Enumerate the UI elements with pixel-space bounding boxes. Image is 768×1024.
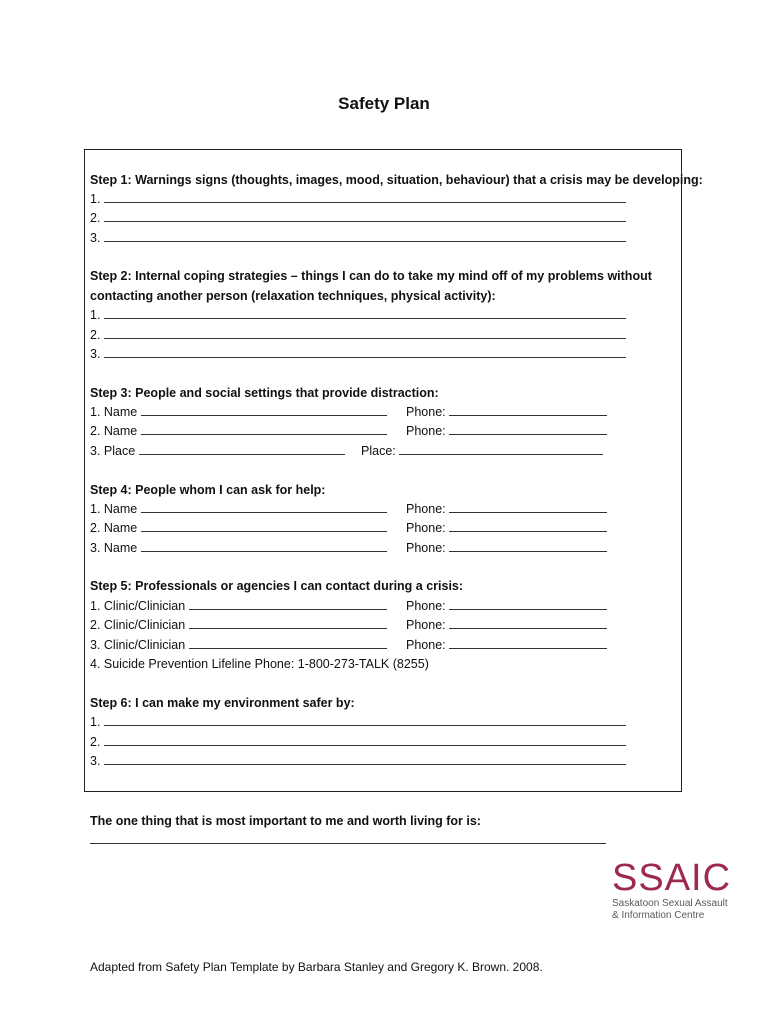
step3-row-2-phone: Phone: <box>406 422 607 441</box>
ssaic-logo-line1: Saskatoon Sexual Assault <box>612 898 728 909</box>
step3-row-1: 1. Name <box>90 403 387 422</box>
step1-field-2[interactable] <box>104 209 626 222</box>
footer-attribution: Adapted from Safety Plan Template by Barbara Stanley and Gregory K. Brown. 2008. <box>90 960 543 974</box>
closing-prompt: The one thing that is most important to me and worth living for is: <box>90 814 481 828</box>
step3-row-3-place: Place: <box>361 442 603 461</box>
step4-row-2: 2. Name <box>90 519 387 538</box>
step4-row-3-phone: Phone: <box>406 539 607 558</box>
page-title: Safety Plan <box>338 94 430 113</box>
step6-item-1: 1. <box>90 713 626 732</box>
step5-phone-field-2[interactable] <box>449 616 607 629</box>
step2-field-1[interactable] <box>104 306 626 319</box>
step5-row-3: 3. Clinic/Clinician <box>90 636 387 655</box>
step1-field-1[interactable] <box>104 190 626 203</box>
step1-field-3[interactable] <box>104 229 626 242</box>
step6-field-2[interactable] <box>104 733 626 746</box>
step3-place-field-2[interactable] <box>399 442 603 455</box>
step5-row-2-phone: Phone: <box>406 616 607 635</box>
step5-phone-field-3[interactable] <box>449 636 607 649</box>
step6-item-2: 2. <box>90 733 626 752</box>
step3-row-3: 3. Place <box>90 442 345 461</box>
step4-phone-field-3[interactable] <box>449 539 607 552</box>
step6-field-1[interactable] <box>104 713 626 726</box>
step4-name-field-3[interactable] <box>141 539 387 552</box>
step5-clinic-field-1[interactable] <box>189 597 387 610</box>
closing-answer-field[interactable] <box>90 831 606 844</box>
step4-name-field-2[interactable] <box>141 519 387 532</box>
step3-heading: Step 3: People and social settings that provide distraction: <box>90 386 439 400</box>
step2-field-2[interactable] <box>104 326 626 339</box>
step3-phone-field-1[interactable] <box>449 403 607 416</box>
ssaic-logo-acronym: SSAIC <box>612 857 732 899</box>
step4-row-1-phone: Phone: <box>406 500 607 519</box>
step4-heading: Step 4: People whom I can ask for help: <box>90 483 326 497</box>
step1-item-1: 1. <box>90 190 626 209</box>
step3-name-field-2[interactable] <box>141 422 387 435</box>
ssaic-logo-line2: & Information Centre <box>612 910 705 921</box>
step3-row-2: 2. Name <box>90 422 387 441</box>
step5-row-1-phone: Phone: <box>406 597 607 616</box>
step2-item-1: 1. <box>90 306 626 325</box>
step5-clinic-field-2[interactable] <box>189 616 387 629</box>
step3-row-1-phone: Phone: <box>406 403 607 422</box>
step5-row-2: 2. Clinic/Clinician <box>90 616 387 635</box>
step2-heading-line2: contacting another person (relaxation techniques, physical activity): <box>90 289 496 303</box>
step1-item-2: 2. <box>90 209 626 228</box>
step4-row-2-phone: Phone: <box>406 519 607 538</box>
step2-heading-line1: Step 2: Internal coping strategies – things I can do to take my mind off of my problems without <box>90 269 652 283</box>
step4-phone-field-1[interactable] <box>449 500 607 513</box>
step6-field-3[interactable] <box>104 752 626 765</box>
step4-phone-field-2[interactable] <box>449 519 607 532</box>
step1-heading: Step 1: Warnings signs (thoughts, images, mood, situation, behaviour) that a crisis may be developing: <box>90 173 703 187</box>
step1-item-3: 3. <box>90 229 626 248</box>
step5-row-1: 1. Clinic/Clinician <box>90 597 387 616</box>
step4-name-field-1[interactable] <box>141 500 387 513</box>
step3-name-field-1[interactable] <box>141 403 387 416</box>
step3-phone-field-2[interactable] <box>449 422 607 435</box>
step6-heading: Step 6: I can make my environment safer by: <box>90 696 355 710</box>
step5-clinic-field-3[interactable] <box>189 636 387 649</box>
step4-row-1: 1. Name <box>90 500 387 519</box>
closing-answer-row <box>90 831 606 850</box>
step5-heading: Step 5: Professionals or agencies I can contact during a crisis: <box>90 579 464 593</box>
step4-row-3: 3. Name <box>90 539 387 558</box>
step2-item-2: 2. <box>90 326 626 345</box>
step2-item-3: 3. <box>90 345 626 364</box>
step6-item-3: 3. <box>90 752 626 771</box>
step3-place-field-1[interactable] <box>139 442 345 455</box>
step2-field-3[interactable] <box>104 345 626 358</box>
step5-lifeline: 4. Suicide Prevention Lifeline Phone: 1-800-273-TALK (8255) <box>90 657 429 671</box>
step5-phone-field-1[interactable] <box>449 597 607 610</box>
ssaic-logo <box>612 858 742 922</box>
step5-row-3-phone: Phone: <box>406 636 607 655</box>
